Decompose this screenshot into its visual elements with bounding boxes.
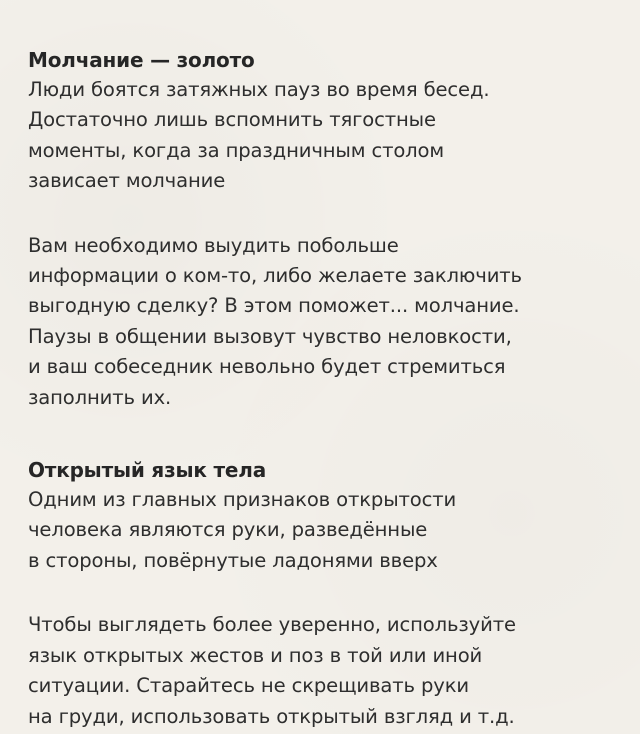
paragraph-silence-1 [28,75,606,197]
paragraph-body-language-2 [28,610,606,732]
text-line: зависает молчание [28,169,226,193]
text-line: Люди боятся затяжных пауз во время бесед. [28,78,490,101]
text-line: заполнить их. [28,385,172,409]
text-line: ситуации. Старайтесь не скрещивать руки [28,674,469,698]
paragraph-silence-2 [28,231,606,413]
text-line: в стороны, повёрнутые ладонями вверх [28,548,438,572]
paragraph-spacer [28,197,606,231]
text-line: Вам необходимо выудить побольше [28,233,399,257]
section-spacer [28,413,606,455]
paragraph-spacer [28,576,606,610]
text-line: Чтобы выглядеть более уверенно, используйте [28,613,516,637]
text-line: на груди, использовать открытый взгляд и т.д. [28,704,515,728]
text-line: информации о ком-то, либо желаете заключить [28,264,522,288]
section-heading-silence: Молчание — золото [28,48,255,72]
text-line: и ваш собеседник невольно будет стремиться [28,355,506,379]
text-line: выгодную сделку? В этом поможет... молчание. [28,294,520,318]
text-line: человека являются руки, разведённые [28,518,428,542]
text-line: язык открытых жестов и поз в той или иной [28,643,483,667]
text-line: Достаточно лишь вспомнить тягостные [28,108,436,132]
paragraph-body-language-1 [28,485,606,576]
text-line: моменты, когда за праздничным столом [28,138,445,162]
section-heading-body-language: Открытый язык тела [28,458,267,483]
text-line: Паузы в общении вызовут чувство неловкости, [28,324,512,348]
text-line: Одним из главных признаков открытости [28,488,457,512]
